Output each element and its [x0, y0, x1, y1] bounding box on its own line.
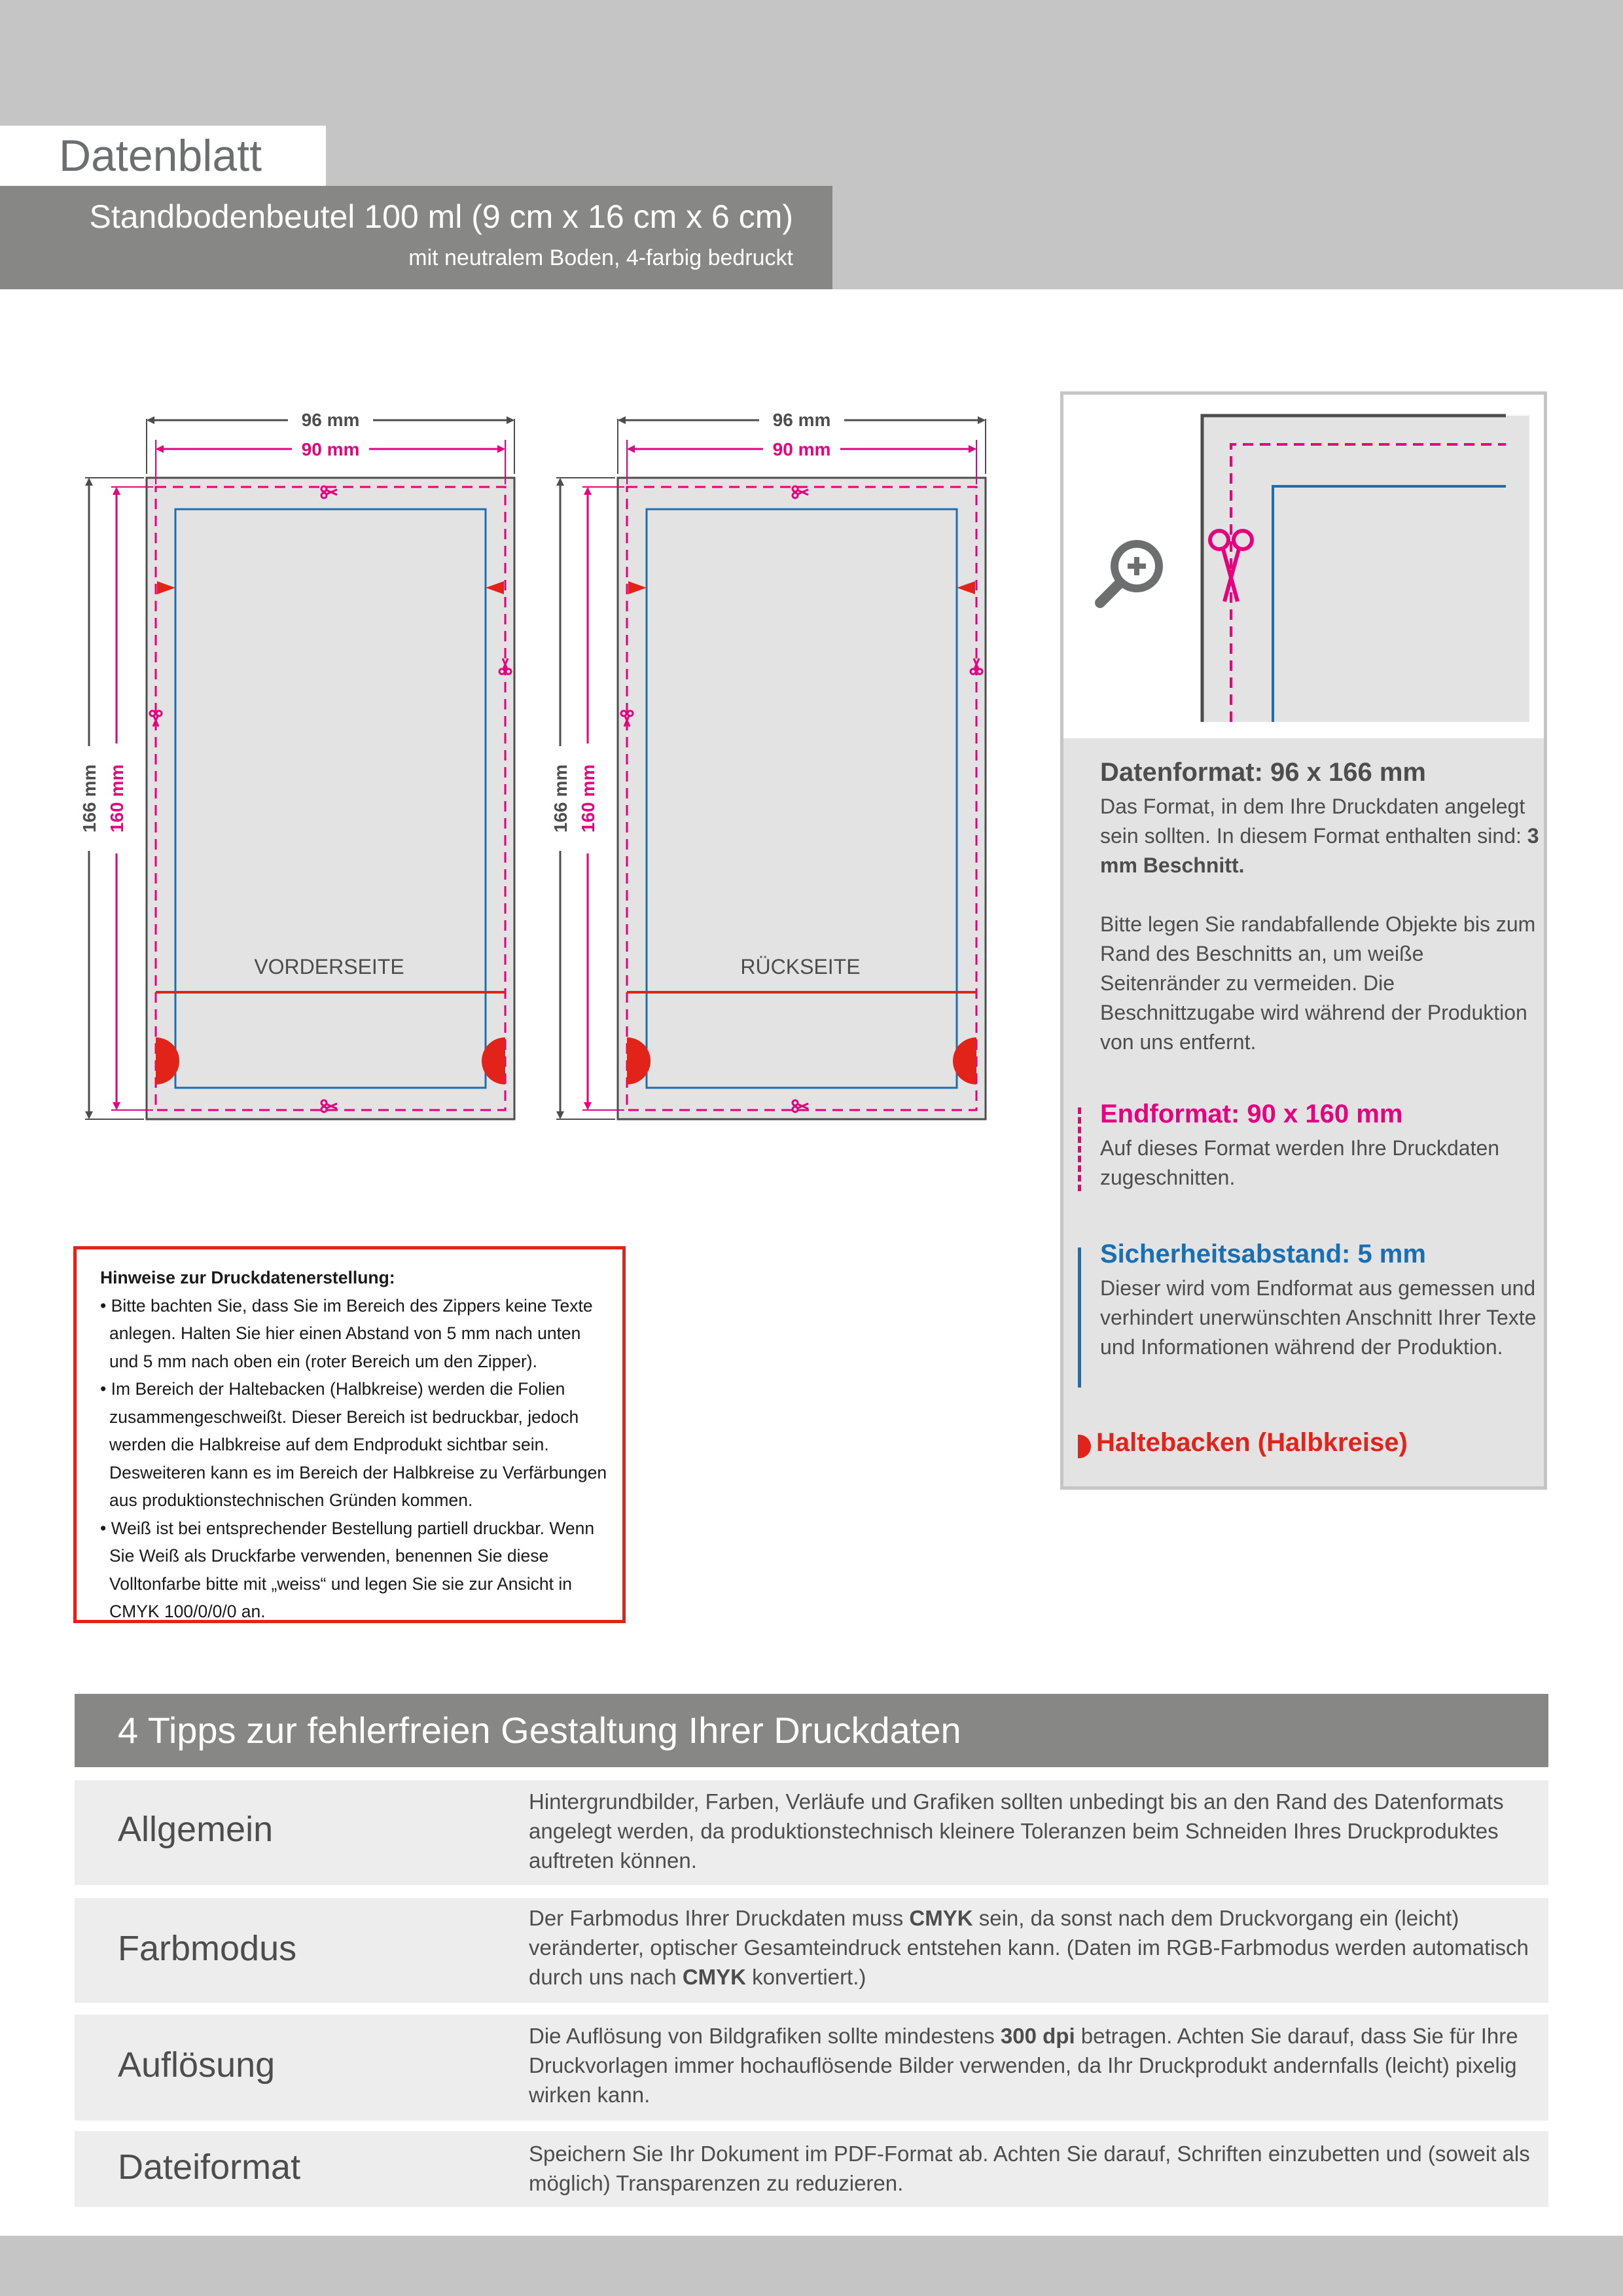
haltebacken-title: Haltebacken (Halbkreise): [1096, 1428, 1408, 1457]
product-subtitle: mit neutralem Boden, 4-farbig bedruckt: [408, 245, 793, 270]
sicherheit-text: Dieser wird vom Endformat aus gemessen und verhindert unerwünschten Anschnitt Ihrer Texte und Informationen während der Produktion.: [1100, 1276, 1537, 1359]
tip-text-allgemein: Hintergrundbilder, Farben, Verläufe und Grafiken sollten unbedingt bis an den Rand des Datenformats angelegt werden, da produktionstechnisch kleinere Toleranzen beim Schneiden Ihres Druckproduktes auftreten können.: [529, 1789, 1504, 1873]
front-height-inner-label: 160 mm: [107, 764, 127, 833]
back-height-outer-label: 166 mm: [550, 764, 571, 833]
notes-item: • Bitte bachten Sie, dass Sie im Bereich des Zippers keine Texte anlegen. Halten Sie hier einen Abstand von 5 mm nach unten und 5 mm nach oben ein (roter Bereich um den Zipper).: [100, 1295, 593, 1371]
tip-text-farbmodus: Der Farbmodus Ihrer Druckdaten muss CMYK sein, da sonst nach dem Druckvorgang ein (leicht) veränderter, optischer Gesamteindruck entstehen kann. (Daten im RGB-Farbmodus werden automatisch durch uns nach CMYK konvertiert.): [529, 1906, 1529, 1989]
zoom-detail: [1063, 395, 1544, 739]
endformat-title: Endformat: 90 x 160 mm: [1100, 1100, 1403, 1128]
endformat-marker: [1078, 1107, 1081, 1191]
back-width-inner-label: 90 mm: [772, 439, 831, 459]
front-diagram: [79, 410, 514, 1119]
notes-item: • Weiß ist bei entsprechender Bestellung partiell druckbar. Wenn Sie Weiß als Druckfarbe verwenden, benennen Sie diese Volltonfarbe bitte mit „weiss“ und legen Sie sie zur Ansicht in CMYK 100/0/0/0 an.: [100, 1518, 595, 1621]
notes-heading: Hinweise zur Druckdatenerstellung:: [100, 1268, 395, 1287]
sicherheit-marker: [1078, 1247, 1081, 1388]
pouch-diagrams: [0, 0, 1021, 1152]
tip-label-allgemein: Allgemein: [118, 1810, 274, 1849]
back-width-outer-label: 96 mm: [772, 410, 831, 430]
front-datenformat-rect: [147, 478, 514, 1119]
front-width-inner-label: 90 mm: [301, 439, 360, 459]
endformat-text: Auf dieses Format werden Ihre Druckdaten zugeschnitten.: [1100, 1136, 1500, 1189]
front-height-outer-label: 166 mm: [79, 764, 99, 833]
footer-band: [0, 2236, 1623, 2296]
tip-label-aufloesung: Auflösung: [118, 2045, 276, 2085]
haltebacken-marker: [1078, 1435, 1091, 1458]
datenformat-text: Das Format, in dem Ihre Druckdaten angelegt sein sollten. In diesem Format enthalten sind: 3 mm Beschnitt.: [1100, 795, 1539, 877]
sicherheit-title: Sicherheitsabstand: 5 mm: [1100, 1240, 1426, 1268]
back-datenformat-rect: [618, 478, 986, 1119]
datenformat-text-2: Bitte legen Sie randabfallende Objekte bis zum Rand des Beschnitts an, um weiße Seitenränder zu vermeiden. Die Beschnittzugabe wird während der Produktion von uns entfernt.: [1100, 912, 1536, 1054]
product-title: Standbodenbeutel 100 ml (9 cm x 16 cm x 6 cm): [89, 198, 793, 235]
notes-box: [73, 1246, 626, 1623]
tip-label-dateiformat: Dateiformat: [118, 2147, 301, 2187]
datenformat-title: Datenformat: 96 x 166 mm: [1100, 758, 1426, 787]
tips-heading: 4 Tipps zur fehlerfreien Gestaltung Ihrer Druckdaten: [118, 1710, 961, 1751]
tip-label-farbmodus: Farbmodus: [118, 1929, 297, 1968]
zoom-plus-icon: [1100, 540, 1163, 603]
info-legend: [1060, 738, 1547, 1490]
back-diagram: [550, 410, 986, 1119]
tip-text-aufloesung: Die Auflösung von Bildgrafiken sollte mindestens 300 dpi betragen. Achten Sie darauf, dass Sie für Ihre Druckvorlagen immer hochauflösende Bilder verwenden, da Ihr Druckprodukt andernfalls (leicht) pixelig wirken kann.: [529, 2024, 1518, 2107]
back-side-label: RÜCKSEITE: [740, 955, 861, 978]
tip-text-dateiformat: Speichern Sie Ihr Dokument im PDF-Format ab. Achten Sie darauf, Schriften einzubetten und (soweit als möglich) Transparenzen zu reduzieren.: [529, 2142, 1530, 2195]
notes-item: • Im Bereich der Haltebacken (Halbkreise) werden die Folien zusammengeschweißt. Dieser Bereich ist bedruckbar, jedoch werden die Halbkreise auf dem Endprodukt sichtbar sein. Desweiteren kann es im Bereich der Halbkreise zu Verfärbungen aus produktionstechnischen Gründen kommen.: [100, 1379, 607, 1510]
page-title: Datenblatt: [59, 131, 262, 181]
front-width-outer-label: 96 mm: [301, 410, 360, 430]
back-height-inner-label: 160 mm: [578, 764, 598, 833]
front-side-label: VORDERSEITE: [254, 955, 404, 978]
